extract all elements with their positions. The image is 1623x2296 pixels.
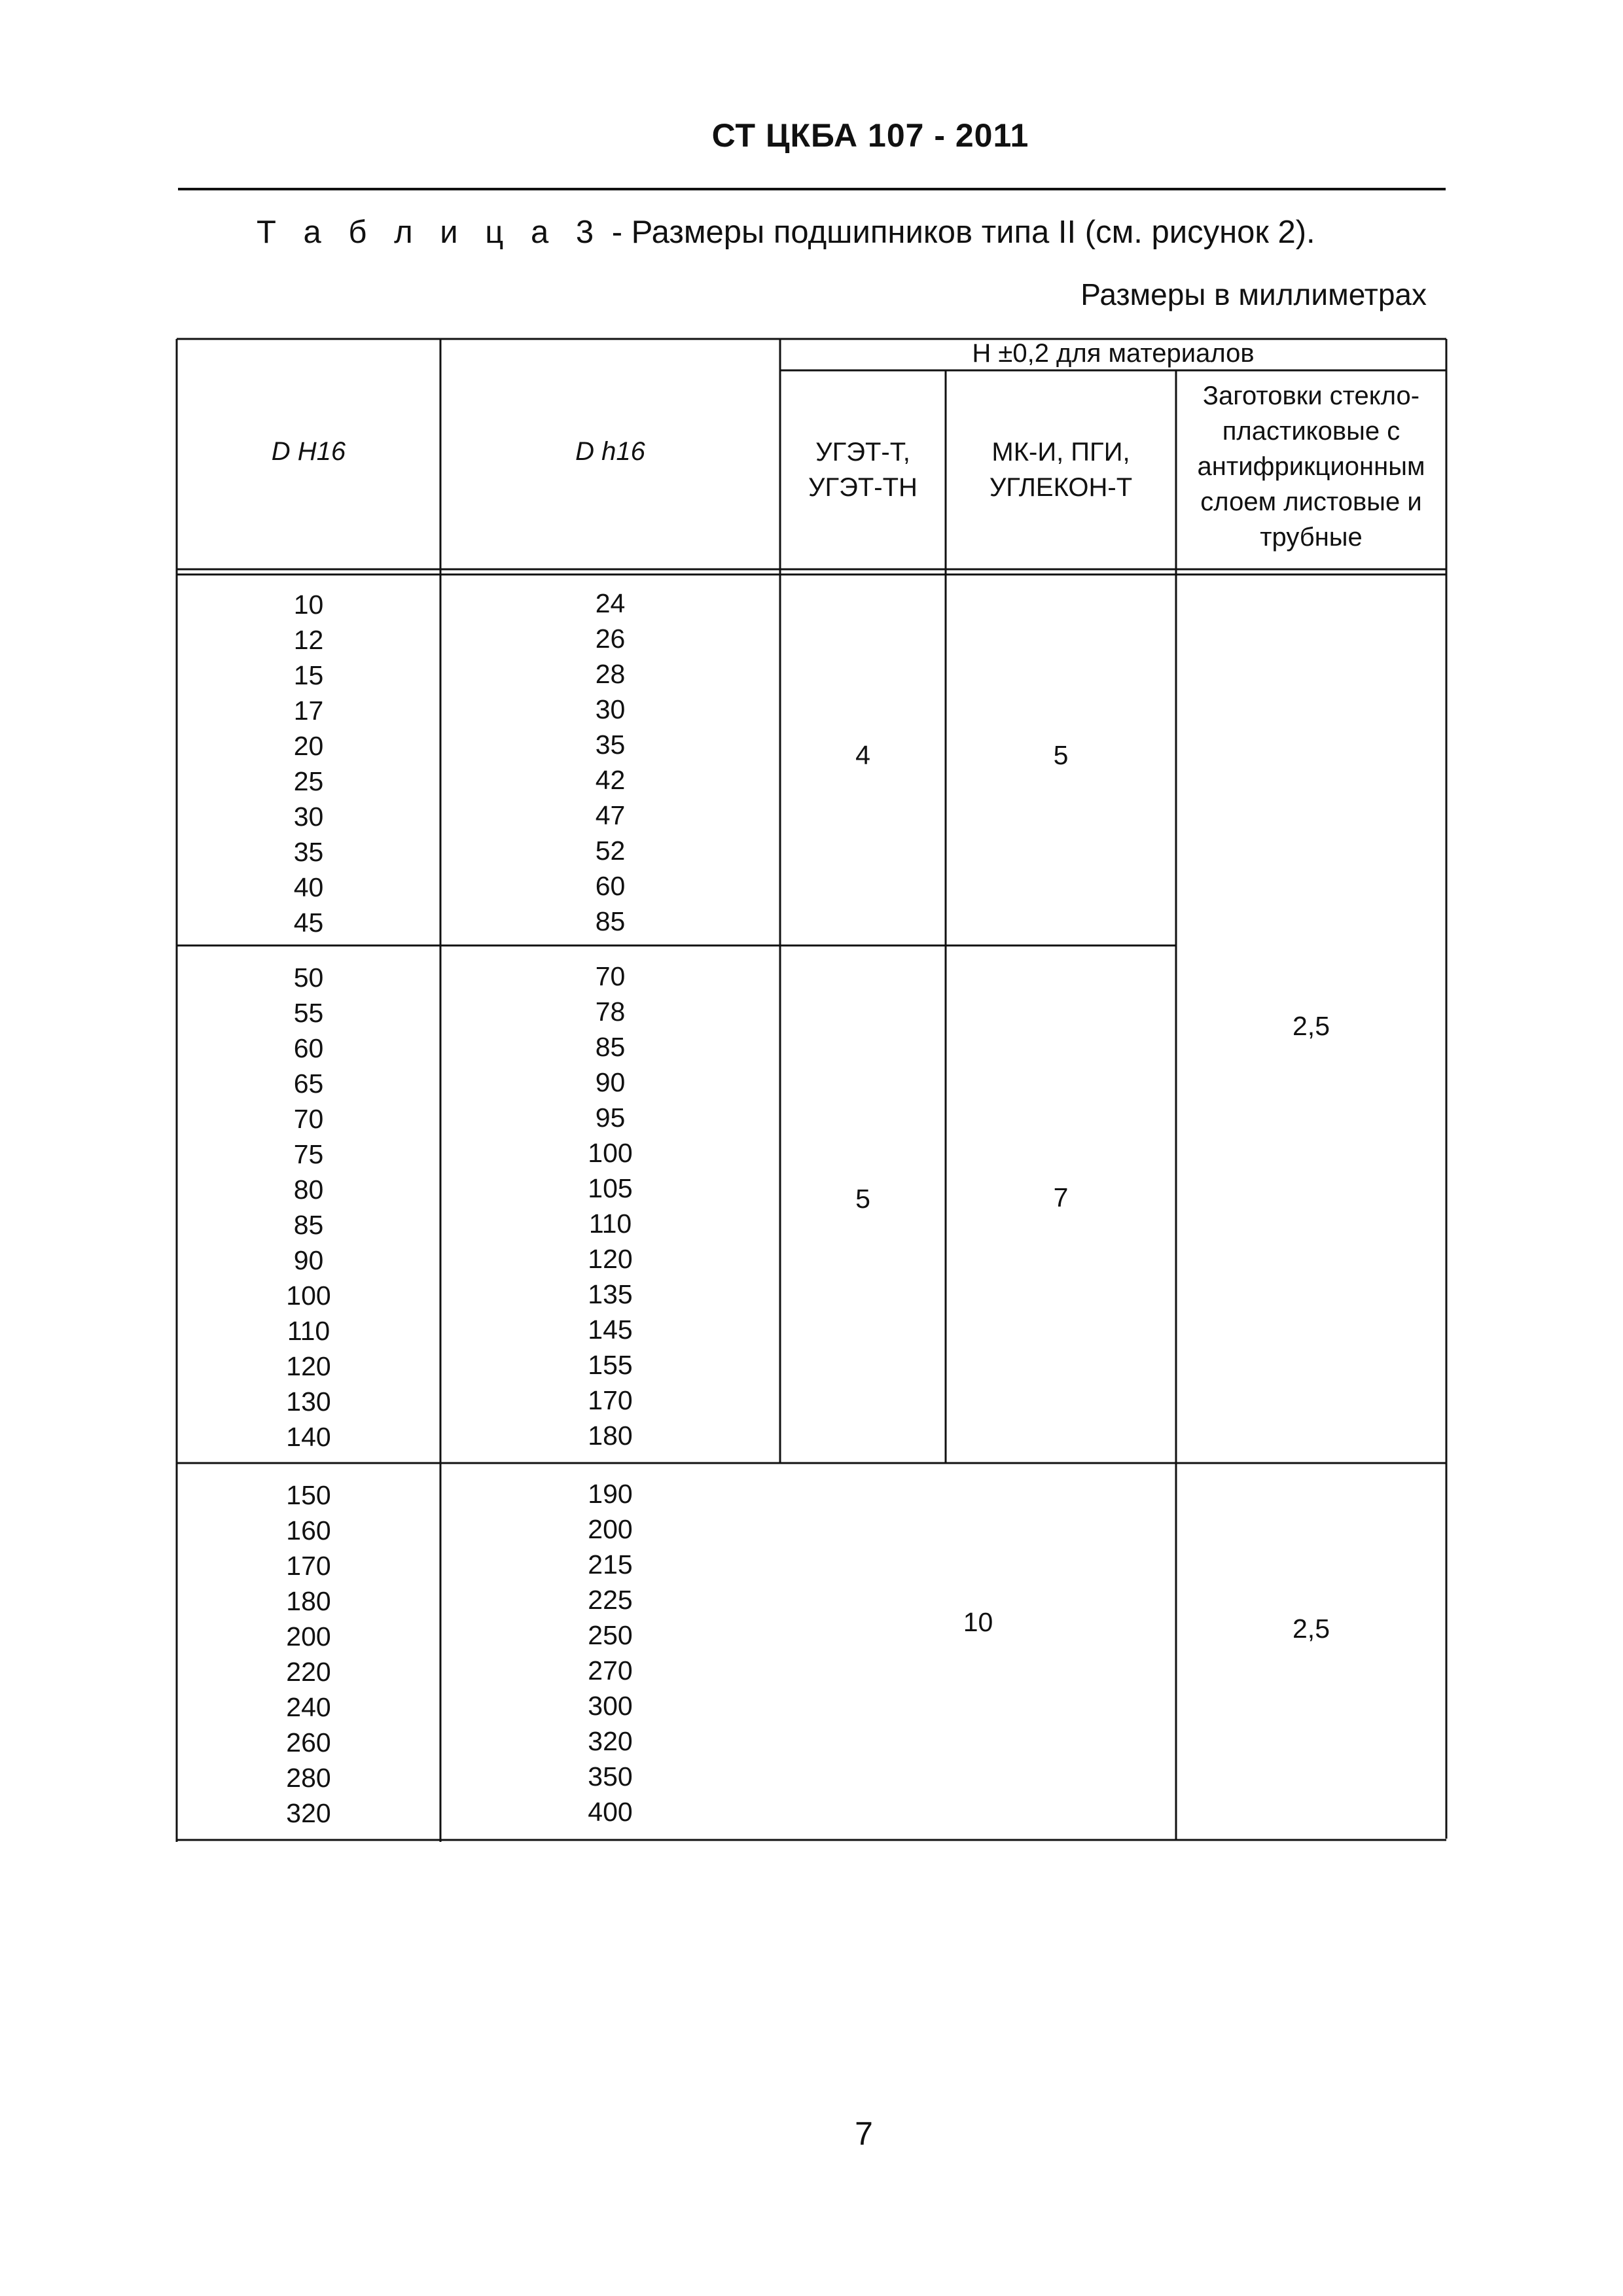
table-caption-text: - Размеры подшипников типа II (см. рисунок 2). (603, 215, 1315, 250)
table-cell: 85 (595, 906, 626, 936)
table-cell: 220 (286, 1657, 331, 1687)
table-cell: 85 (293, 1210, 324, 1240)
table-cell: 65 (293, 1069, 324, 1099)
table-cell: 120 (286, 1351, 331, 1381)
group3-d-inner-list (440, 1476, 780, 1829)
table-cell: 40 (293, 872, 324, 902)
table-cell: 110 (287, 1316, 330, 1346)
table-cell: 260 (286, 1727, 331, 1757)
table-cell: 200 (588, 1514, 633, 1544)
table-cell: 300 (588, 1691, 633, 1721)
table-cell: 170 (286, 1551, 331, 1581)
table-cell: 20 (293, 731, 324, 761)
table-cell: 225 (588, 1585, 633, 1615)
table-cell: 270 (588, 1655, 633, 1686)
table-cell: 155 (588, 1350, 633, 1380)
table-cell: 30 (293, 802, 324, 832)
table-cell: 28 (595, 659, 626, 689)
table-cell: 47 (595, 800, 626, 830)
col-header-mat2-line: МК-И, ПГИ, (991, 438, 1130, 467)
table-cell: 105 (588, 1173, 633, 1203)
group1-d-inner-list (440, 586, 780, 939)
table-cell: 45 (293, 908, 324, 938)
table-cell: 35 (293, 837, 324, 867)
col-header-mat3 (1176, 378, 1446, 555)
col-header-mat3-line: антифрикционным (1197, 452, 1425, 481)
table-cell: 35 (595, 730, 626, 760)
col-header-mat3-line: пластиковые с (1222, 417, 1400, 446)
group2-h-mat1: 5 (855, 1184, 870, 1214)
table-cell: 15 (293, 660, 324, 690)
table-cell: 50 (293, 963, 324, 993)
table-cell: 140 (286, 1422, 331, 1452)
table-cell: 52 (595, 836, 626, 866)
group1-h-mat2: 5 (1053, 740, 1069, 770)
table-cell: 90 (595, 1067, 626, 1097)
table-cell: 75 (293, 1139, 324, 1169)
col-group-header-h: H ±0,2 для материалов (972, 339, 1255, 368)
table-cell: 60 (595, 871, 626, 901)
table-cell: 350 (588, 1761, 633, 1792)
table-cell: 42 (595, 765, 626, 795)
table-cell: 145 (588, 1315, 633, 1345)
group1-h-mat1: 4 (855, 740, 870, 770)
table-cell: 250 (588, 1620, 633, 1650)
table-caption-label: Т а б л и ц а 3 (257, 215, 603, 250)
group1-2-h-mat3: 2,5 (1293, 1011, 1330, 1041)
group2-d-outer-list (177, 960, 440, 1455)
table-cell: 60 (293, 1033, 324, 1063)
table-cell: 160 (286, 1515, 331, 1545)
document-code: СТ ЦКБА 107 - 2011 (711, 117, 1029, 154)
table-cell: 70 (595, 961, 626, 991)
table-cell: 320 (286, 1798, 331, 1828)
col-header-d-inner: D h16 (575, 437, 645, 466)
table-cell: 240 (286, 1692, 331, 1722)
group3-h-mat12: 10 (963, 1607, 993, 1637)
table-cell: 180 (286, 1586, 331, 1616)
table-cell: 30 (595, 694, 626, 724)
table-cell: 280 (286, 1763, 331, 1793)
col-header-mat2 (946, 434, 1176, 505)
table-cell: 26 (595, 624, 626, 654)
table-cell: 215 (588, 1549, 633, 1580)
table-cell: 120 (588, 1244, 633, 1274)
table-cell: 170 (588, 1385, 633, 1415)
table-cell: 17 (293, 696, 324, 726)
table-cell: 70 (293, 1104, 324, 1134)
table-cell: 150 (286, 1480, 331, 1510)
table-cell: 135 (588, 1279, 633, 1309)
group3-d-outer-list (177, 1477, 440, 1831)
col-header-mat1-line: УГЭТ-ТН (808, 473, 918, 502)
table-cell: 130 (286, 1386, 331, 1417)
table-cell: 78 (595, 997, 626, 1027)
table-cell: 90 (293, 1245, 324, 1275)
group3-h-mat3: 2,5 (1293, 1614, 1330, 1644)
page-number: 7 (855, 2115, 873, 2152)
table-cell: 400 (588, 1797, 633, 1827)
table-cell: 25 (293, 766, 324, 796)
table-cell: 110 (588, 1209, 632, 1239)
table-cell: 12 (293, 625, 324, 655)
table-cell: 200 (286, 1621, 331, 1651)
table-cell: 10 (293, 590, 324, 620)
table-cell: 320 (588, 1726, 633, 1756)
col-header-mat1 (780, 434, 946, 505)
table-cell: 85 (595, 1032, 626, 1062)
units-note: Размеры в миллиметрах (1080, 277, 1427, 311)
table-cell: 100 (588, 1138, 633, 1168)
table-cell: 24 (595, 588, 626, 618)
col-header-mat2-line: УГЛЕКОН-Т (989, 473, 1133, 502)
table-cell: 55 (293, 998, 324, 1028)
group1-d-outer-list (177, 587, 440, 940)
col-header-mat3-line: Заготовки стекло- (1202, 381, 1420, 410)
group2-h-mat2: 7 (1053, 1182, 1069, 1212)
table-cell: 190 (588, 1479, 633, 1509)
col-header-d-outer: D H16 (271, 437, 346, 466)
col-header-mat1-line: УГЭТ-Т, (815, 438, 910, 467)
table-cell: 100 (286, 1280, 331, 1311)
col-header-mat3-line: слоем листовые и (1200, 487, 1422, 516)
table-cell: 95 (595, 1103, 626, 1133)
table-cell: 80 (293, 1174, 324, 1205)
group2-d-inner-list (440, 959, 780, 1453)
table-cell: 180 (588, 1421, 633, 1451)
col-header-mat3-line: трубные (1260, 523, 1363, 552)
